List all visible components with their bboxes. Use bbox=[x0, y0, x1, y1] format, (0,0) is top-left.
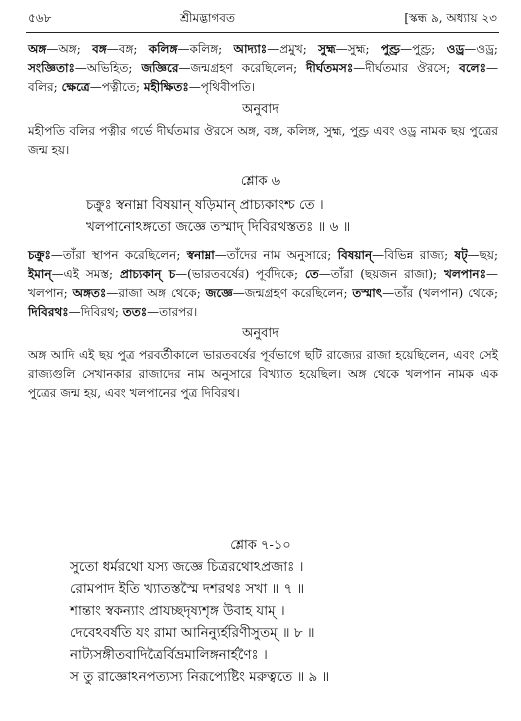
sanskrit-word: সংজ্ঞিতাঃ bbox=[28, 61, 75, 75]
word-meaning: —এই সমস্ত; bbox=[51, 267, 120, 281]
translation-text-2: অঙ্গ আদি এই ছয় পুত্র পরবর্তীকালে ভারতবর্ষের পূর্বভাগে ছটি রাজ্যের রাজা হয়েছিলেন, এবং সেই রাজ্যগুলি সেখানকার রাজাদের নাম অনুসারে বিখ্যাত হয়েছিল। অঙ্গ থেকে খলপান নামক এক পুত্রের জন্ম হয়, এবং খলপানের পুত্র দিবিরথ। bbox=[28, 348, 498, 400]
sanskrit-word: বিষয়ান্ bbox=[337, 248, 373, 262]
sanskrit-word: বঙ্গ bbox=[92, 42, 107, 56]
verse-line: চক্রুঃ স্বনাম্না বিষয়ান্ ষড়িমান্ প্রাচ্যকাংশ্চ তে । bbox=[86, 197, 324, 213]
word-meaning: —বঙ্গ; bbox=[106, 42, 149, 56]
word-meaning: —তাঁরা (ছয়জন রাজা); bbox=[318, 267, 444, 281]
word-meaning: —ছয়; bbox=[467, 248, 498, 262]
sanskrit-word: বলেঃ bbox=[459, 61, 486, 75]
sanskrit-word: আদ্যাঃ bbox=[233, 42, 268, 56]
verse-line: স তু রাজ্ঞোঽনপত্যস্য নিরূপ্যেষ্টিং মরুত্বতে ॥ ৯ ॥ bbox=[70, 669, 330, 685]
word-meaning: —কলিঙ্গ; bbox=[177, 42, 234, 56]
word-meaning: —অঙ্গ; bbox=[46, 42, 93, 56]
sanskrit-word: ততঃ bbox=[122, 305, 148, 319]
sanskrit-word: পুণ্ড্র bbox=[380, 42, 401, 56]
word-meaning: —জন্মগ্রহণ করেছিলেন; bbox=[178, 61, 307, 75]
word-meaning: —খলপান; bbox=[28, 267, 498, 300]
word-meaning: —ওড্র; bbox=[464, 42, 498, 56]
running-title: শ্রীমদ্ভাগবত bbox=[179, 11, 235, 25]
word-meanings-verse-5 bbox=[28, 40, 498, 97]
sanskrit-word: অঙ্গ bbox=[28, 42, 47, 56]
word-meaning: —বলির; bbox=[28, 61, 498, 94]
word-meaning: —বিভিন্ন রাজ্য; bbox=[372, 248, 455, 262]
word-meaning: —তারপর। bbox=[147, 305, 198, 319]
sanskrit-word: ইমান্ bbox=[28, 267, 52, 281]
sanskrit-word: তস্মাৎ bbox=[352, 286, 383, 300]
verse-line: খলপানোঽঙ্গতো জজ্ঞে তস্মাদ্ দিবিরথস্ততঃ ॥ ৬ ॥ bbox=[86, 219, 351, 235]
word-meaning: —দিবিরথ; bbox=[68, 305, 123, 319]
sanskrit-word: ক্ষেত্রে bbox=[61, 80, 90, 94]
page-header bbox=[28, 10, 497, 30]
translation-heading-2: অনুবাদ bbox=[242, 326, 279, 341]
sanskrit-word: দীর্ঘতমসঃ bbox=[306, 61, 354, 75]
sanskrit-word: সুহ্ম bbox=[318, 42, 336, 56]
sanskrit-word: দিবিরথঃ bbox=[28, 305, 69, 319]
word-meaning: —তাঁর (খলপান) থেকে; bbox=[382, 286, 498, 300]
sanskrit-word: খলপানঃ bbox=[443, 267, 486, 281]
section-reference: [স্কন্ধ ৯, অধ্যায় ২৩ bbox=[404, 11, 497, 25]
header-rule bbox=[26, 32, 499, 33]
verse-line: রোমপাদ ইতি খ্যাতস্তস্মৈ দশরথঃ সখা ॥ ৭ ॥ bbox=[70, 581, 305, 597]
verse-line: শান্তাং স্বকন্যাং প্রাযচ্ছদৃষ্যশৃঙ্গ উবাহ যাম্ । bbox=[70, 603, 285, 619]
sanskrit-word: কলিঙ্গ bbox=[148, 42, 178, 56]
verse-7-10-heading: শ্লোক ৭-১০ bbox=[230, 538, 291, 553]
sanskrit-word: ওড্র bbox=[446, 42, 465, 56]
verse-line: নাট্যসঙ্গীতবাদিত্রৈর্বিভ্রমালিঙ্গনার্হণৈঃ । bbox=[70, 647, 268, 663]
translation-text-1: মহীপতি বলির পত্নীর গর্ভে দীর্ঘতমার ঔরসে অঙ্গ, বঙ্গ, কলিঙ্গ, সুহ্ম, পুণ্ড্র এবং ওড্র নামক ছয় পুত্রের জন্ম হয়। bbox=[28, 124, 498, 157]
sanskrit-word: জজ্ঞিরে bbox=[141, 61, 179, 75]
sanskrit-word: অঙ্গতঃ bbox=[72, 286, 107, 300]
sanskrit-word: তে bbox=[304, 267, 319, 281]
word-meaning: —তাঁরা স্থাপন করেছিলেন; bbox=[50, 248, 187, 262]
word-meaning: —সুহ্ম; bbox=[335, 42, 381, 56]
word-meaning: —দীর্ঘতমার ঔরসে; bbox=[353, 61, 460, 75]
word-meaning: —পত্নীতে; bbox=[89, 80, 144, 94]
word-meaning: —রাজা অঙ্গ থেকে; bbox=[106, 286, 206, 300]
page-number: ৫৬৮ bbox=[28, 11, 52, 25]
word-meaning: —পুণ্ড্র; bbox=[400, 42, 447, 56]
verse-7-10-text bbox=[70, 556, 329, 688]
verse-6-text bbox=[86, 194, 350, 238]
sanskrit-word: চক্রুঃ bbox=[28, 248, 51, 262]
verse-line: দেবেঽবর্ষতি যং রামা আনিন্যুর্হরিণীসুতম্ ॥ ৮ ॥ bbox=[70, 625, 315, 641]
word-meaning: —প্রমুখ; bbox=[267, 42, 319, 56]
sanskrit-word: জজ্ঞে bbox=[205, 286, 233, 300]
word-meaning: —অভিহিত; bbox=[74, 61, 142, 75]
word-meaning: —জন্মগ্রহণ করেছিলেন; bbox=[232, 286, 353, 300]
sanskrit-word: ষট্ bbox=[454, 248, 468, 262]
word-meaning: —(ভারতবর্ষের) পূর্বদিকে; bbox=[175, 267, 305, 281]
sanskrit-word: মহীক্ষিতঃ bbox=[143, 80, 189, 94]
sanskrit-word: প্রাচ্যকান্ চ bbox=[120, 267, 176, 281]
translation-heading-1: অনুবাদ bbox=[242, 102, 279, 117]
word-meaning: —তাঁদের নাম অনুসারে; bbox=[214, 248, 338, 262]
word-meaning: —পৃথিবীপতি। bbox=[188, 80, 256, 94]
word-meanings-verse-6 bbox=[28, 246, 498, 322]
verse-line: সুতো ধর্মরথো যস্য জজ্ঞে চিত্ররথোঽপ্রজাঃ । bbox=[70, 559, 304, 575]
sanskrit-word: স্বনাম্না bbox=[186, 248, 215, 262]
verse-6-heading: শ্লোক ৬ bbox=[240, 174, 281, 189]
